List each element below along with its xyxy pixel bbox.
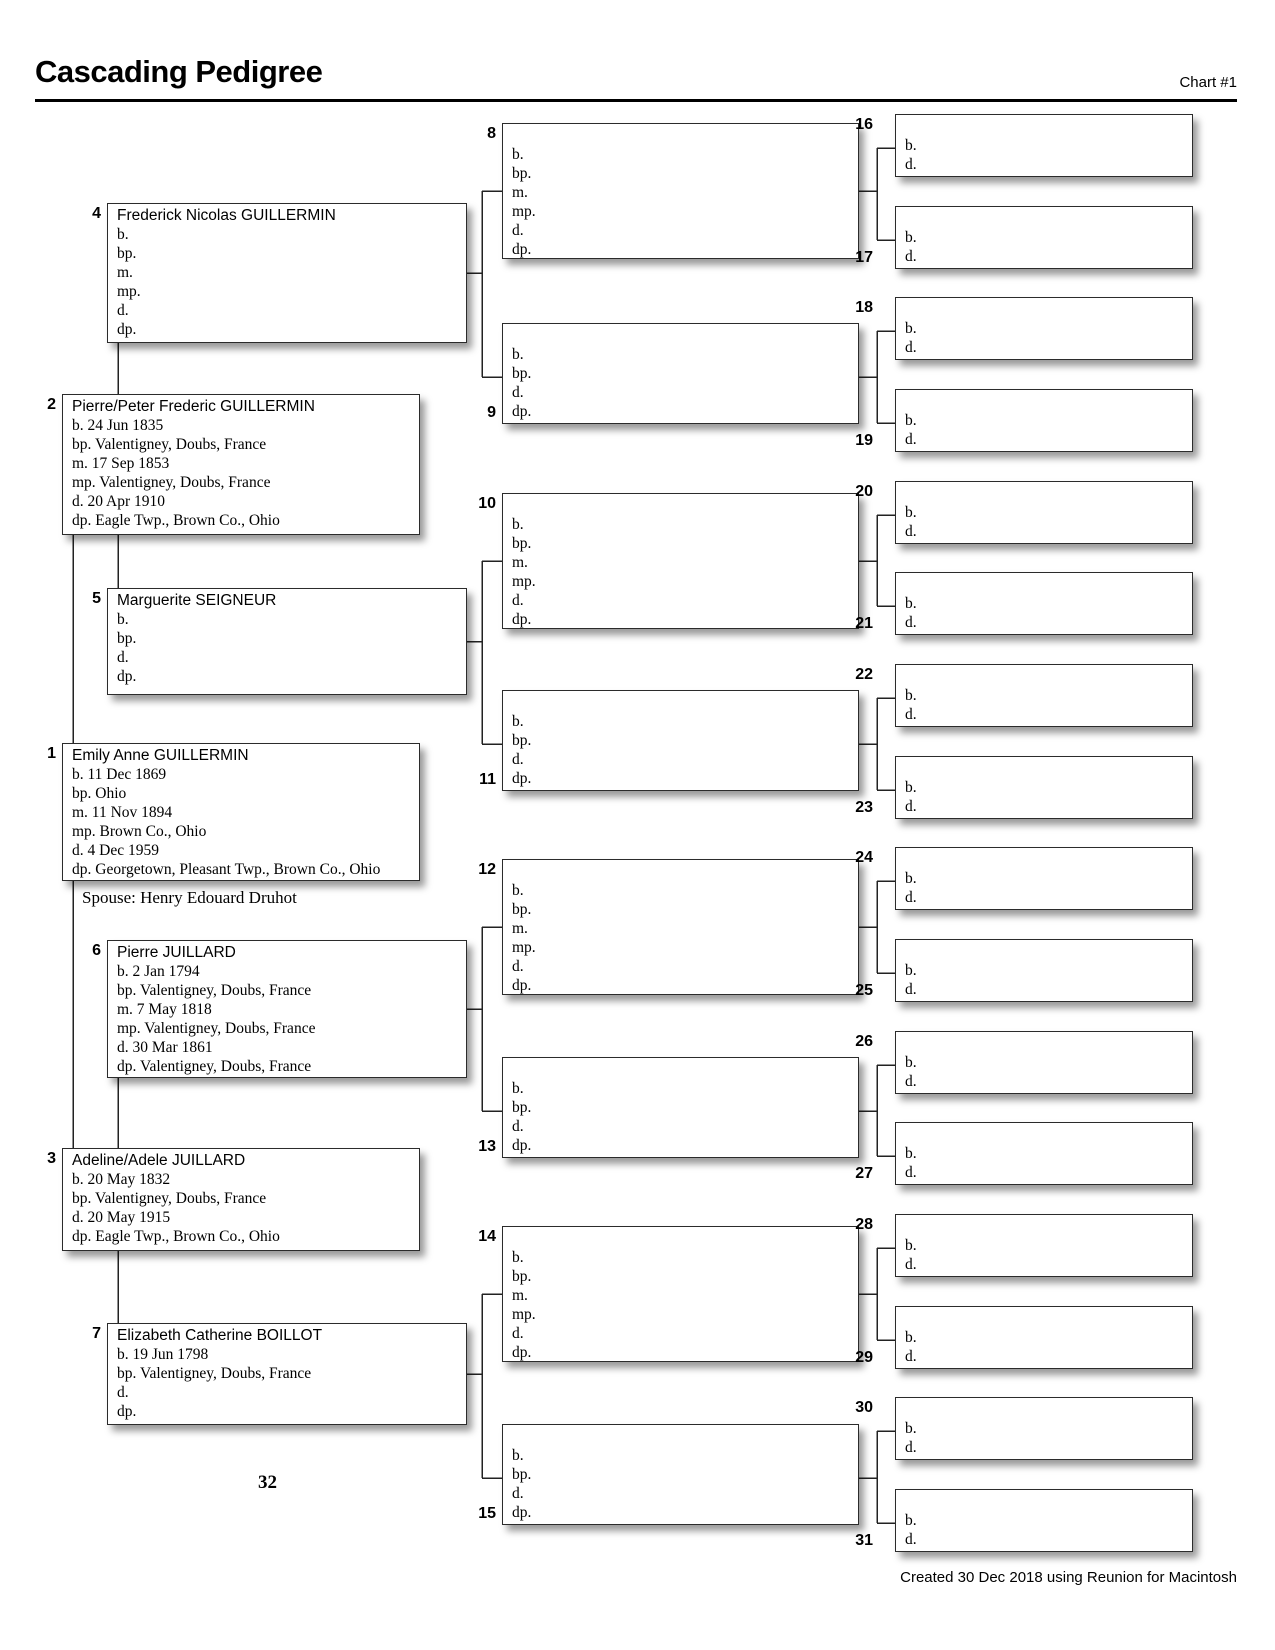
person-field: d. 30 Mar 1861 <box>117 1039 213 1056</box>
person-box-23 <box>895 756 1193 819</box>
person-number-8: 8 <box>487 125 496 142</box>
person-field: d. <box>512 751 524 768</box>
person-number-9: 9 <box>487 404 496 421</box>
person-number-29: 29 <box>855 1349 873 1366</box>
person-name <box>905 667 1192 686</box>
person-field: d. <box>512 384 524 401</box>
person-number-13: 13 <box>478 1138 496 1155</box>
person-number-30: 30 <box>855 1399 873 1416</box>
person-field: bp. Valentigney, Doubs, France <box>117 982 312 999</box>
person-box-4 <box>107 203 467 343</box>
person-field: m. 11 Nov 1894 <box>72 804 173 821</box>
person-field: b. <box>905 229 917 246</box>
person-field: b. <box>905 870 917 887</box>
person-name <box>905 392 1192 411</box>
person-field: dp. <box>512 1137 532 1154</box>
person-field: b. <box>905 412 917 429</box>
person-number-28: 28 <box>855 1216 873 1233</box>
person-field: b. <box>512 516 524 533</box>
person-box-15 <box>502 1424 859 1525</box>
person-number-18: 18 <box>855 299 873 316</box>
person-name <box>512 693 858 712</box>
person-field: d. <box>905 523 917 540</box>
person-box-18 <box>895 297 1193 360</box>
person-field: b. <box>905 687 917 704</box>
person-number-14: 14 <box>478 1228 496 1245</box>
person-box-12 <box>502 859 859 995</box>
person-field: b. 19 Jun 1798 <box>117 1346 209 1363</box>
person-box-22 <box>895 664 1193 727</box>
person-name <box>512 126 858 145</box>
person-field: dp. <box>512 977 532 994</box>
person-name <box>512 1060 858 1079</box>
person-field: b. <box>117 226 129 243</box>
footer-credit: Created 30 Dec 2018 using Reunion for Macintosh <box>900 1569 1237 1586</box>
person-field: dp. <box>512 770 532 787</box>
person-box-25 <box>895 939 1193 1002</box>
person-field: b. 24 Jun 1835 <box>72 417 164 434</box>
spouse-line: Spouse: Henry Edouard Druhot <box>82 888 297 907</box>
person-field: dp. <box>117 668 137 685</box>
person-field: b. <box>905 962 917 979</box>
page-title: Cascading Pedigree <box>35 54 323 89</box>
person-box-2 <box>62 394 420 535</box>
person-number-23: 23 <box>855 799 873 816</box>
person-number-6: 6 <box>92 942 101 959</box>
person-number-4: 4 <box>92 205 101 222</box>
person-number-16: 16 <box>855 116 873 133</box>
person-field: b. 2 Jan 1794 <box>117 963 200 980</box>
person-field: d. <box>905 981 917 998</box>
person-field: bp. <box>512 535 532 552</box>
person-name: Marguerite SEIGNEUR <box>117 592 277 609</box>
person-box-31 <box>895 1489 1193 1552</box>
person-name <box>905 1400 1192 1419</box>
person-field: b. <box>905 137 917 154</box>
person-field: bp. <box>512 1099 532 1116</box>
person-field: b. <box>512 713 524 730</box>
person-field: dp. <box>117 321 137 338</box>
person-field: d. <box>905 1348 917 1365</box>
person-field: d. <box>512 592 524 609</box>
person-field: bp. <box>512 365 532 382</box>
person-field: b. 11 Dec 1869 <box>72 766 167 783</box>
person-field: b. <box>905 1420 917 1437</box>
person-field: mp. <box>512 1306 536 1323</box>
person-number-24: 24 <box>855 849 873 866</box>
person-field: b. <box>512 882 524 899</box>
person-field: m. <box>117 264 133 281</box>
person-field: d. <box>117 649 129 666</box>
person-field: bp. <box>512 1466 532 1483</box>
person-field: dp. Eagle Twp., Brown Co., Ohio <box>72 1228 280 1245</box>
person-field: d. <box>905 1164 917 1181</box>
person-field: bp. Valentigney, Doubs, France <box>72 1190 267 1207</box>
person-name <box>905 759 1192 778</box>
person-box-5 <box>107 588 467 695</box>
person-field: d. <box>905 706 917 723</box>
person-box-19 <box>895 389 1193 452</box>
person-box-9 <box>502 323 859 424</box>
person-field: d. <box>117 302 129 319</box>
person-field: mp. <box>512 573 536 590</box>
person-field: mp. <box>512 203 536 220</box>
person-field: b. <box>905 1145 917 1162</box>
person-box-20 <box>895 481 1193 544</box>
person-name: Emily Anne GUILLERMIN <box>72 747 249 764</box>
person-number-17: 17 <box>855 249 873 266</box>
person-number-5: 5 <box>92 590 101 607</box>
person-box-21 <box>895 572 1193 635</box>
person-field: d. <box>905 1073 917 1090</box>
person-field: dp. Valentigney, Doubs, France <box>117 1058 312 1075</box>
person-number-22: 22 <box>855 666 873 683</box>
person-name: Pierre/Peter Frederic GUILLERMIN <box>72 398 315 415</box>
person-field: bp. Valentigney, Doubs, France <box>72 436 267 453</box>
person-field: d. <box>905 889 917 906</box>
person-field: b. <box>905 320 917 337</box>
person-name: Pierre JUILLARD <box>117 944 236 961</box>
person-field: mp. <box>512 939 536 956</box>
person-box-27 <box>895 1122 1193 1185</box>
chart-number-label: Chart #1 <box>1179 74 1237 91</box>
person-field: b. <box>512 146 524 163</box>
person-field: bp. <box>117 630 137 647</box>
person-name <box>512 496 858 515</box>
person-number-7: 7 <box>92 1325 101 1342</box>
person-field: mp. Brown Co., Ohio <box>72 823 207 840</box>
person-field: d. <box>905 1256 917 1273</box>
person-field: dp. <box>117 1403 137 1420</box>
person-box-29 <box>895 1306 1193 1369</box>
person-field: dp. <box>512 1344 532 1361</box>
person-box-17 <box>895 206 1193 269</box>
person-field: dp. <box>512 241 532 258</box>
person-name <box>905 1217 1192 1236</box>
person-number-12: 12 <box>478 861 496 878</box>
person-number-15: 15 <box>478 1505 496 1522</box>
person-field: b. <box>512 1249 524 1266</box>
person-field: b. <box>905 504 917 521</box>
person-number-2: 2 <box>47 396 56 413</box>
person-box-30 <box>895 1397 1193 1460</box>
person-number-27: 27 <box>855 1165 873 1182</box>
person-field: bp. <box>512 732 532 749</box>
person-field: d. <box>512 1118 524 1135</box>
person-name: Adeline/Adele JUILLARD <box>72 1152 246 1169</box>
person-field: b. <box>512 1447 524 1464</box>
person-field: b. <box>512 346 524 363</box>
person-name <box>905 1309 1192 1328</box>
person-field: bp. Valentigney, Doubs, France <box>117 1365 312 1382</box>
person-box-7 <box>107 1323 467 1425</box>
person-field: mp. Valentigney, Doubs, France <box>117 1020 316 1037</box>
person-field: m. 7 May 1818 <box>117 1001 212 1018</box>
person-number-1: 1 <box>47 745 56 762</box>
person-number-3: 3 <box>47 1150 56 1167</box>
person-field: d. <box>905 339 917 356</box>
person-name <box>512 862 858 881</box>
person-number-11: 11 <box>479 771 496 788</box>
person-name <box>905 1125 1192 1144</box>
person-name <box>512 1427 858 1446</box>
person-field: d. <box>905 1439 917 1456</box>
person-name <box>905 300 1192 319</box>
person-field: d. 20 Apr 1910 <box>72 493 165 510</box>
person-name <box>905 850 1192 869</box>
person-box-16 <box>895 114 1193 177</box>
person-box-28 <box>895 1214 1193 1277</box>
person-field: m. <box>512 1287 528 1304</box>
person-field: dp. Eagle Twp., Brown Co., Ohio <box>72 512 280 529</box>
person-field: bp. <box>512 1268 532 1285</box>
person-field: d. 20 May 1915 <box>72 1209 171 1226</box>
person-box-6 <box>107 940 467 1078</box>
person-box-8 <box>502 123 859 259</box>
person-field: dp. <box>512 611 532 628</box>
person-name <box>905 484 1192 503</box>
person-field: dp. Georgetown, Pleasant Twp., Brown Co., Ohio <box>72 861 381 878</box>
person-name: Elizabeth Catherine BOILLOT <box>117 1327 323 1344</box>
person-field: d. <box>905 156 917 173</box>
person-box-11 <box>502 690 859 791</box>
person-field: bp. <box>117 245 137 262</box>
person-field: d. <box>905 1531 917 1548</box>
person-field: b. <box>905 1512 917 1529</box>
person-number-26: 26 <box>855 1033 873 1050</box>
person-name <box>512 326 858 345</box>
person-number-10: 10 <box>478 495 496 512</box>
person-field: dp. <box>512 403 532 420</box>
person-field: b. <box>905 779 917 796</box>
person-field: bp. Ohio <box>72 785 127 802</box>
person-field: mp. Valentigney, Doubs, France <box>72 474 271 491</box>
person-field: b. <box>905 595 917 612</box>
person-box-13 <box>502 1057 859 1158</box>
person-field: d. <box>512 958 524 975</box>
person-field: d. <box>512 1325 524 1342</box>
person-field: m. <box>512 554 528 571</box>
person-name <box>905 575 1192 594</box>
person-field: d. <box>905 614 917 631</box>
person-field: d. <box>512 222 524 239</box>
person-field: bp. <box>512 165 532 182</box>
person-box-24 <box>895 847 1193 910</box>
person-field: b. 20 May 1832 <box>72 1171 171 1188</box>
person-field: mp. <box>117 283 141 300</box>
person-field: d. 4 Dec 1959 <box>72 842 159 859</box>
person-name <box>905 209 1192 228</box>
person-box-1 <box>62 743 420 881</box>
person-field: d. <box>117 1384 129 1401</box>
person-field: d. <box>512 1485 524 1502</box>
person-name <box>905 1492 1192 1511</box>
person-number-25: 25 <box>855 982 873 999</box>
person-name <box>512 1229 858 1248</box>
person-number-31: 31 <box>855 1532 873 1549</box>
person-field: b. <box>905 1054 917 1071</box>
person-name <box>905 117 1192 136</box>
person-field: m. <box>512 920 528 937</box>
person-box-3 <box>62 1148 420 1251</box>
person-field: b. <box>512 1080 524 1097</box>
person-box-26 <box>895 1031 1193 1094</box>
person-field: b. <box>117 611 129 628</box>
person-number-20: 20 <box>855 483 873 500</box>
person-field: d. <box>905 248 917 265</box>
person-field: bp. <box>512 901 532 918</box>
page-number: 32 <box>258 1472 277 1493</box>
person-number-21: 21 <box>855 615 873 632</box>
person-field: m. <box>512 184 528 201</box>
person-field: d. <box>905 798 917 815</box>
person-name: Frederick Nicolas GUILLERMIN <box>117 207 336 224</box>
person-field: b. <box>905 1237 917 1254</box>
person-number-19: 19 <box>855 432 873 449</box>
person-name <box>905 1034 1192 1053</box>
person-field: d. <box>905 431 917 448</box>
person-field: m. 17 Sep 1853 <box>72 455 170 472</box>
person-box-14 <box>502 1226 859 1362</box>
person-field: b. <box>905 1329 917 1346</box>
person-box-10 <box>502 493 859 629</box>
person-name <box>905 942 1192 961</box>
person-field: dp. <box>512 1504 532 1521</box>
